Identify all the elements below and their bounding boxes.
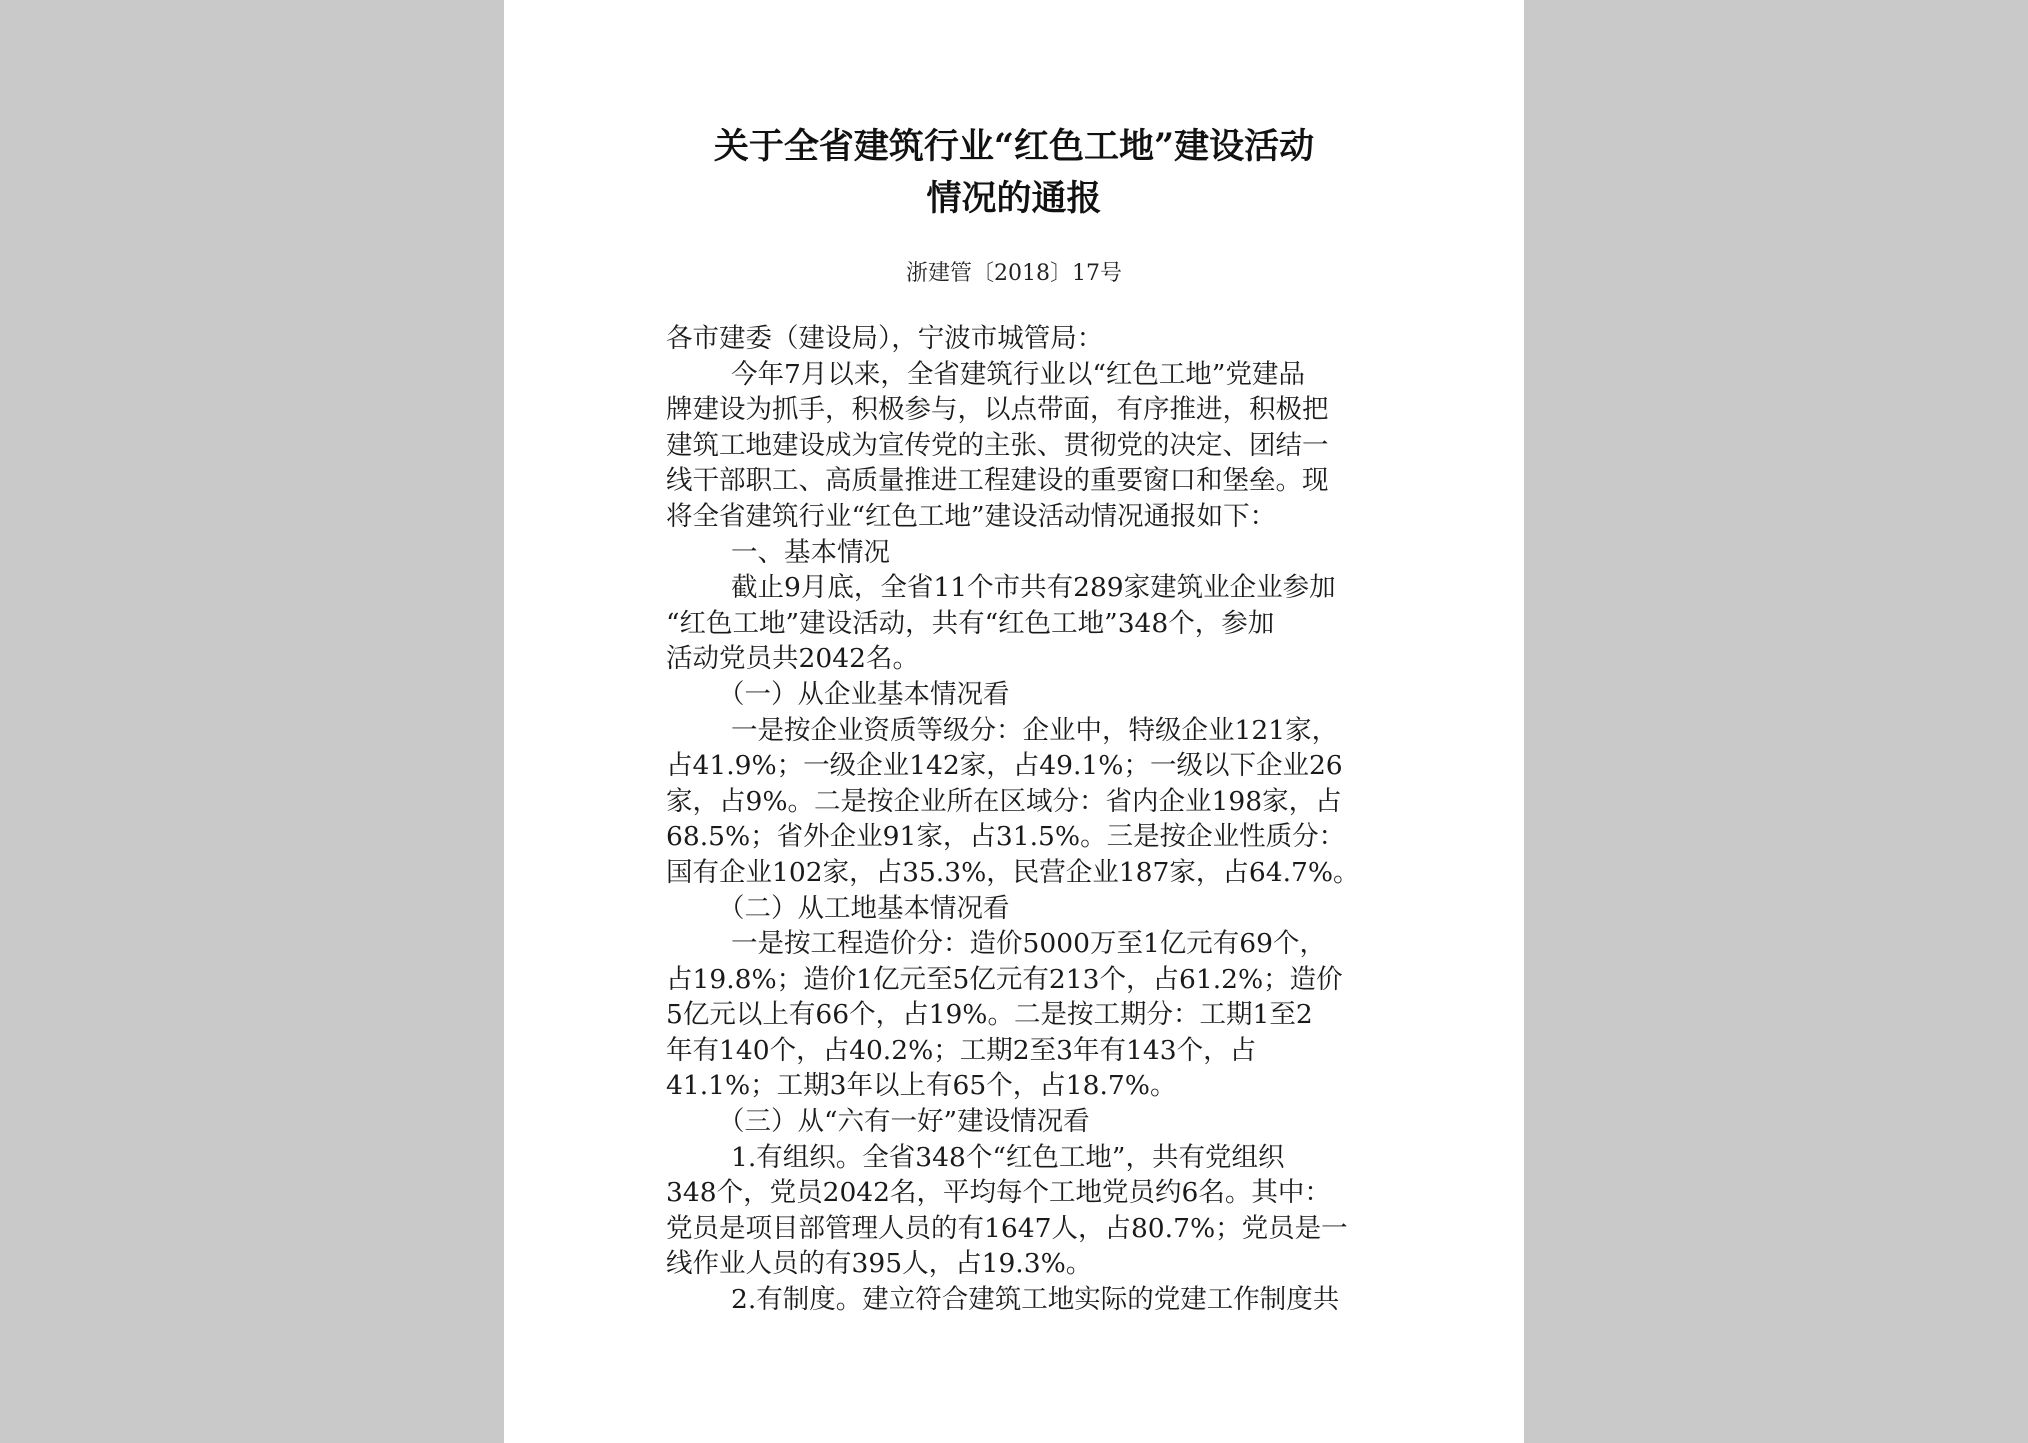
subsection-heading: （三）从“六有一好”建设情况看	[718, 1106, 1090, 1137]
body-text-line: 线作业人员的有395人，占19.3%。	[666, 1248, 1093, 1279]
document-page	[504, 0, 1524, 1443]
body-text-line: 截止9月底，全省11个市共有289家建筑业企业参加	[731, 572, 1336, 603]
body-text-line: 一是按企业资质等级分：企业中，特级企业121家，	[731, 715, 1339, 746]
subsection-heading: （二）从工地基本情况看	[718, 893, 1010, 924]
document-title-line-2: 情况的通报	[926, 178, 1102, 219]
body-text-line: 占41.9%；一级企业142家，占49.1%；一级以下企业26	[666, 750, 1343, 781]
body-text-line: 2.有制度。建立符合建筑工地实际的党建工作制度共	[731, 1284, 1340, 1315]
body-text-line: 5亿元以上有66个，占19%。二是按工期分：工期1至2	[666, 999, 1313, 1030]
document-number: 浙建管〔2018〕17号	[906, 261, 1122, 286]
document-title-line-1: 关于全省建筑行业“红色工地”建设活动	[713, 126, 1315, 167]
subsection-heading: （一）从企业基本情况看	[718, 679, 1010, 710]
body-text-line: 家，占9%。二是按企业所在区域分：省内企业198家，占	[666, 786, 1342, 817]
body-text-line: 占19.8%；造价1亿元至5亿元有213个，占61.2%；造价	[666, 964, 1343, 995]
body-text-line: 国有企业102家，占35.3%，民营企业187家，占64.7%。	[666, 857, 1360, 888]
body-text-line: 今年7月以来，全省建筑行业以“红色工地”党建品	[731, 359, 1305, 390]
section-heading: 一、基本情况	[731, 537, 890, 568]
body-text-line: 将全省建筑行业“红色工地”建设活动情况通报如下：	[666, 501, 1277, 532]
body-text-line: 一是按工程造价分：造价5000万至1亿元有69个，	[731, 928, 1327, 959]
body-text-line: 党员是项目部管理人员的有1647人，占80.7%；党员是一	[666, 1213, 1348, 1244]
body-text-line: 年有140个，占40.2%；工期2至3年有143个，占	[666, 1035, 1257, 1066]
body-text-line: 1.有组织。全省348个“红色工地”，共有党组织	[731, 1142, 1285, 1173]
body-text-line: 41.1%；工期3年以上有65个，占18.7%。	[666, 1070, 1177, 1101]
salutation: 各市建委（建设局），宁波市城管局：	[666, 323, 1104, 354]
body-text-line: 建筑工地建设成为宣传党的主张、贯彻党的决定、团结一	[666, 430, 1329, 461]
body-text-line: 348个，党员2042名，平均每个工地党员约6名。其中：	[666, 1177, 1331, 1208]
body-text-line: 牌建设为抓手，积极参与，以点带面，有序推进，积极把	[666, 394, 1329, 425]
body-text-line: 活动党员共2042名。	[666, 643, 919, 674]
body-text-line: 线干部职工、高质量推进工程建设的重要窗口和堡垒。现	[666, 465, 1329, 496]
body-text-line: 68.5%；省外企业91家，占31.5%。三是按企业性质分：	[666, 821, 1346, 852]
body-text-line: “红色工地”建设活动，共有“红色工地”348个，参加	[666, 608, 1275, 639]
